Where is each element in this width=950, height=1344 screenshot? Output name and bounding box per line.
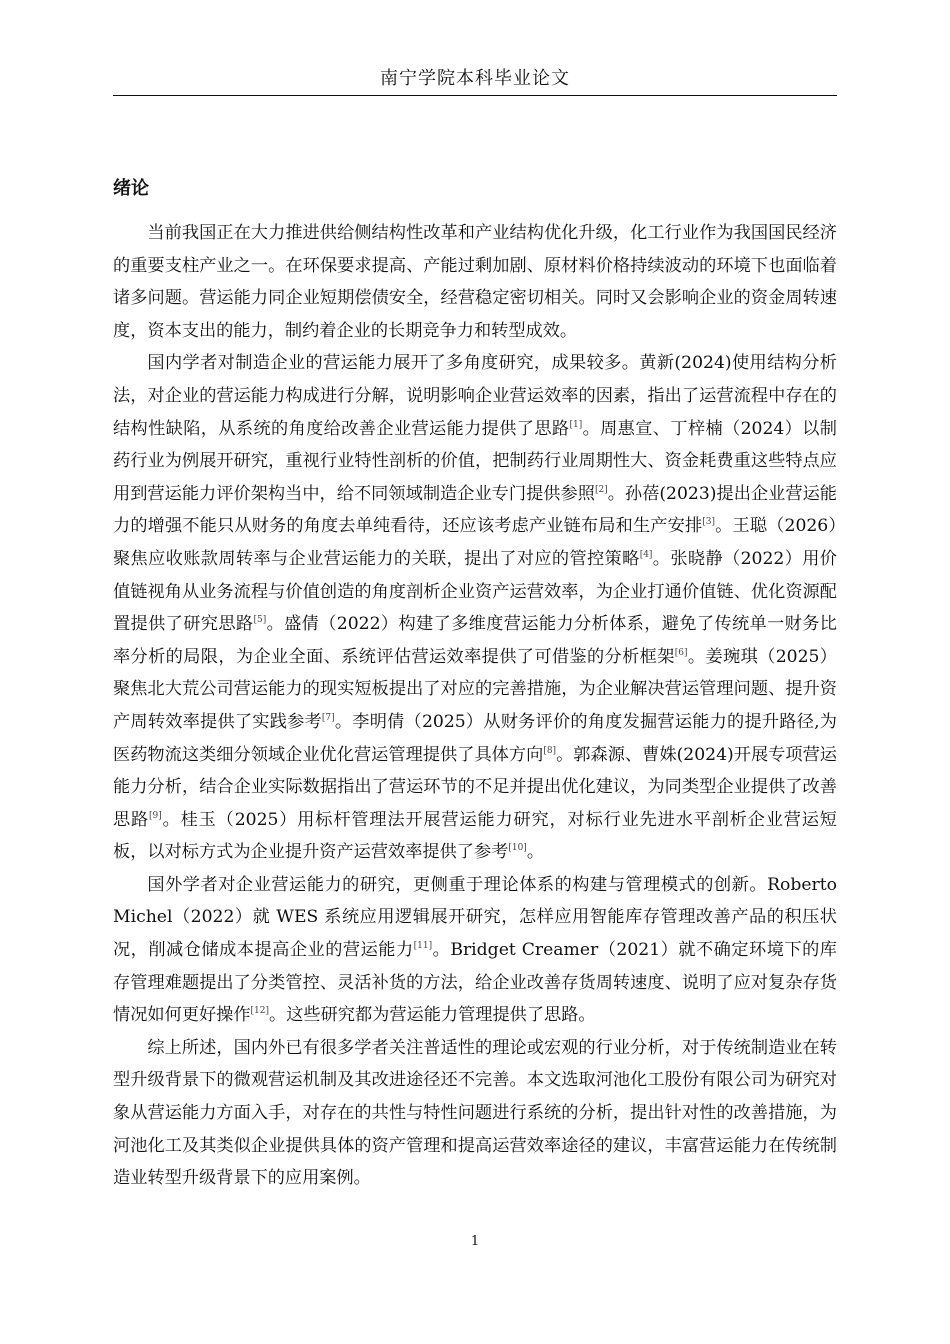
text-run: 。盛倩（2022）构建了多维度营运能力分析体系，避免了传统单一财务比率分析的局限，为企业全面、系统评估营运效率提供了可借鉴的分析框架 [113, 614, 837, 667]
text-run: 国外学者对企业营运能力的研究，更侧重于理论体系的构建与管理模式的创新。Roberto Michel（2022）就 WES 系统应用逻辑展开研究，怎样应用智能库存管理改善产品的积压状况，削减仓储成本提高企业的营运能力 [113, 874, 837, 961]
citation-marker: [12] [250, 1006, 269, 1017]
citation-marker: [6] [674, 647, 688, 658]
text-run: 。这些研究都为营运能力管理提供了思路。 [269, 1005, 596, 1026]
text-run: 。李明倩（2025）从财务评价的角度发掘营运能力的提升路径,为医药物流这类细分领域企业优化营运管理提供了具体方向 [113, 711, 837, 765]
header-rule [113, 95, 837, 96]
text-run: 。 [526, 842, 545, 863]
citation-marker: [9] [149, 810, 162, 821]
text-run: 。周惠宣、丁梓楠（2024）以制药行业为例展开研究，重视行业特性剖析的价值，把制药行业周期性大、资金耗费重这些特点应用到营运能力评价架构当中，给不同领域制造企业专门提供参照 [113, 418, 837, 504]
body-paragraph [113, 1032, 837, 1195]
citation-marker: [3] [702, 517, 716, 528]
text-run: 。桂玉（2025）用标杆管理法开展营运能力研究，对标行业先进水平剖析企业营运短板，以对标方式为企业提升资产运营效率提供了参考 [113, 809, 837, 863]
text-run: 。王聪（2026）聚焦应收账款周转率与企业营运能力的关联，提出了对应的管控策略 [113, 516, 837, 569]
text-run: 。孙蓓(2023)提出企业营运能力的增强不能只从财务的角度去单纯看待，还应该考虑产业链布局和生产安排 [113, 483, 837, 537]
citation-marker: [5] [253, 615, 267, 626]
body-paragraph [113, 869, 837, 1032]
text-run: 。姜琬琪（2025）聚焦北大荒公司营运能力的现实短板提出了对应的完善措施，为企业解决营运管理问题、提升资产周转效率提供了实践参考 [113, 646, 837, 732]
body-text [113, 217, 837, 1195]
citation-marker: [4] [639, 549, 653, 560]
text-run: 综上所述，国内外已有很多学者关注普适性的理论或宏观的行业分析，对于传统制造业在转型升级背景下的微观营运机制及其改进途径还不完善。本文选取河池化工股份有限公司为研究对象从营运能力方面入手，对存在的共性与特性问题进行系统的分析，提出针对性的改善措施，为河池化工及其类似企业提供具体的资产管理和提高运营效率途径的建议，丰富营运能力在传统制造业转型升级背景下的应用案例。 [113, 1037, 837, 1189]
body-paragraph [113, 347, 837, 869]
text-run: 。张晓静（2022）用价值链视角从业务流程与价值创造的角度剖析企业资产运营效率，为企业打通价值链、优化资源配置提供了研究思路 [113, 548, 837, 635]
page-number: 1 [470, 1234, 480, 1249]
citation-marker: [2] [594, 484, 608, 495]
citation-marker: [8] [543, 745, 557, 756]
citation-marker: [11] [413, 941, 433, 952]
text-run: 。郭森源、曹姝(2024)开展专项营运能力分析，结合企业实际数据指出了营运环节的不足并提出优化建议，为同类型企业提供了改善思路 [113, 744, 837, 830]
text-run: 国内学者对制造企业的营运能力展开了多角度研究，成果较多。黄新(2024)使用结构分析法，对企业的营运能力构成进行分解，说明影响企业营运效率的因素，指出了运营流程中存在的结构性缺陷，从系统的角度给改善企业营运能力提供了思路 [113, 353, 837, 439]
section-title: 绪论 [113, 178, 149, 199]
body-paragraph [113, 217, 837, 347]
text-run: 。Bridget Creamer（2021）就不确定环境下的库存管理难题提出了分类管控、灵活补货的方法，给企业改善存货周转速度、说明了应对复杂存货情况如何更好操作 [113, 940, 837, 1026]
citation-marker: [7] [321, 712, 335, 723]
running-header: 南宁学院本科毕业论文 [380, 68, 570, 89]
citation-marker: [10] [508, 843, 527, 854]
citation-marker: [1] [569, 419, 583, 430]
text-run: 当前我国正在大力推进供给侧结构性改革和产业结构优化升级，化工行业作为我国国民经济的重要支柱产业之一。在环保要求提高、产能过剩加剧、原材料价格持续波动的环境下也面临着诸多问题。营运能力同企业短期偿债安全，经营稳定密切相关。同时又会影响企业的资金周转速度，资本支出的能力，制约着企业的长期竞争力和转型成效。 [113, 223, 837, 341]
